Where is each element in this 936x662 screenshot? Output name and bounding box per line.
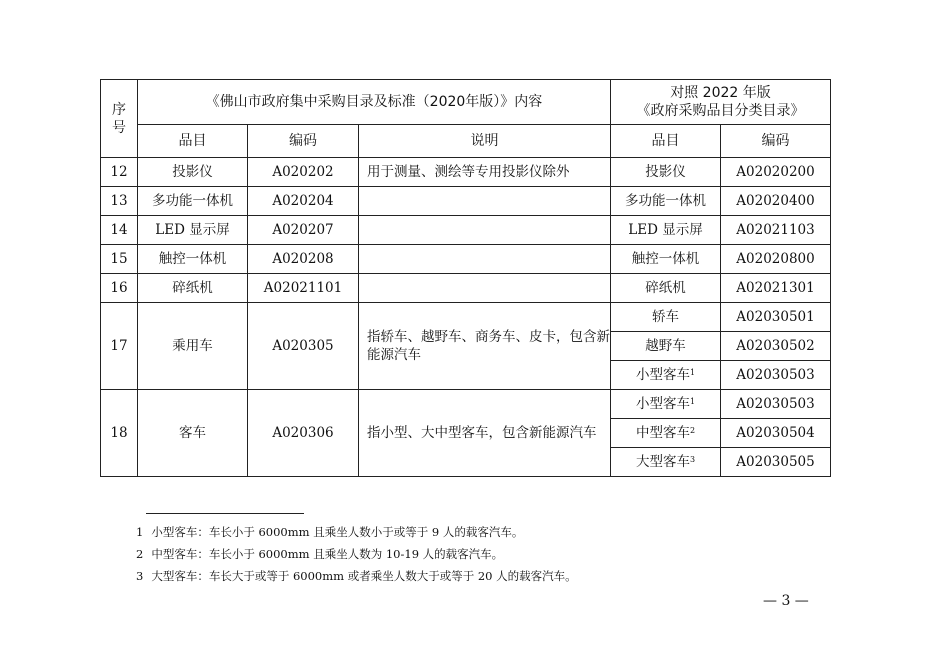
footnote-text: 小型客车：车长小于 6000mm 且乘坐人数小于或等于 9 人的载客汽车。 [151,525,524,539]
footnote-ref: 1 [689,397,696,406]
page-number: — 3 — [763,593,809,609]
item2-label: 中型客车 [635,425,690,441]
code-cell: A020208 [248,245,359,274]
item2-cell [611,332,721,361]
item2-cell [611,419,721,448]
item-cell: 乘用车 [138,303,248,390]
item2-label: 大型客车 [635,454,690,470]
code2-cell: A02021103 [721,216,831,245]
col-code-header: 编码 [248,125,359,158]
code-cell: A020202 [248,158,359,187]
code-cell: A020305 [248,303,359,390]
footnote [136,524,523,540]
right-group-line1: 对照 2022 年版 [670,85,771,101]
right-group-header [611,80,831,125]
desc-cell: 指小型、大中型客车，包含新能源汽车 [359,390,611,477]
seq-cell: 18 [101,390,138,477]
item2-cell [611,187,721,216]
footnote-rule [146,513,304,514]
code-cell: A02021101 [248,274,359,303]
procurement-table [100,79,831,477]
desc-cell [359,216,611,245]
item2-cell [611,158,721,187]
footnote-text: 大型客车：车长大于或等于 6000mm 或者乘坐人数大于或等于 20 人的载客汽车。 [151,569,577,583]
seq-cell: 16 [101,274,138,303]
item2-cell [611,361,721,390]
code2-cell: A02020200 [721,158,831,187]
code2-cell: A02021301 [721,274,831,303]
seq-cell: 14 [101,216,138,245]
code2-cell: A02030505 [721,448,831,477]
desc-cell [359,187,611,216]
item2-label: 多功能一体机 [625,193,706,209]
item2-cell [611,216,721,245]
col-code2-header: 编码 [721,125,831,158]
item2-cell [611,303,721,332]
code2-cell: A02030503 [721,390,831,419]
code-cell: A020306 [248,390,359,477]
item2-cell [611,274,721,303]
code2-cell: A02020400 [721,187,831,216]
table-row [101,158,831,187]
footnote [136,568,577,584]
item2-label: LED 显示屏 [628,222,703,238]
footnote-ref: 2 [689,426,696,435]
item-cell: 碎纸机 [138,274,248,303]
item2-label: 越野车 [645,338,686,354]
item2-label: 触控一体机 [631,251,700,267]
footnote-text: 中型客车：车长小于 6000mm 且乘坐人数为 10-19 人的载客汽车。 [151,547,504,561]
code2-cell: A02030502 [721,332,831,361]
footnote-ref: 1 [689,368,696,377]
desc-cell: 用于测量、测绘等专用投影仪除外 [359,158,611,187]
table-row [101,274,831,303]
code2-cell: A02020800 [721,245,831,274]
col-item2-header: 品目 [611,125,721,158]
code-cell: A020204 [248,187,359,216]
col-item-header: 品目 [138,125,248,158]
desc-cell: 指轿车、越野车、商务车、皮卡，包含新能源汽车 [359,303,611,390]
item2-cell [611,390,721,419]
desc-cell [359,274,611,303]
seq-header: 序号 [101,80,138,158]
table-row [101,245,831,274]
seq-cell: 15 [101,245,138,274]
item-cell: LED 显示屏 [138,216,248,245]
item2-label: 轿车 [652,309,679,325]
footnote-number: 2 [136,547,144,561]
item2-cell [611,245,721,274]
table-row [101,390,831,419]
item2-label: 小型客车 [635,396,690,412]
item2-label: 投影仪 [645,164,686,180]
footnote-ref: 3 [689,455,696,464]
code2-cell: A02030501 [721,303,831,332]
seq-cell: 17 [101,303,138,390]
table-row [101,303,831,332]
item2-label: 小型客车 [635,367,690,383]
footnote-number: 3 [136,569,144,583]
item2-cell [611,448,721,477]
desc-cell [359,245,611,274]
col-desc-header: 说明 [359,125,611,158]
footnote-number: 1 [136,525,144,539]
code2-cell: A02030503 [721,361,831,390]
item-cell: 客车 [138,390,248,477]
left-group-header: 《佛山市政府集中采购目录及标准（2020年版）》内容 [138,80,611,125]
code-cell: A020207 [248,216,359,245]
item-cell: 触控一体机 [138,245,248,274]
item-cell: 投影仪 [138,158,248,187]
item2-label: 碎纸机 [645,280,686,296]
right-group-line2: 《政府采购品目分类目录》 [636,103,805,119]
seq-cell: 12 [101,158,138,187]
item-cell: 多功能一体机 [138,187,248,216]
code2-cell: A02030504 [721,419,831,448]
seq-cell: 13 [101,187,138,216]
table-row [101,216,831,245]
table-row [101,187,831,216]
footnote [136,546,503,562]
